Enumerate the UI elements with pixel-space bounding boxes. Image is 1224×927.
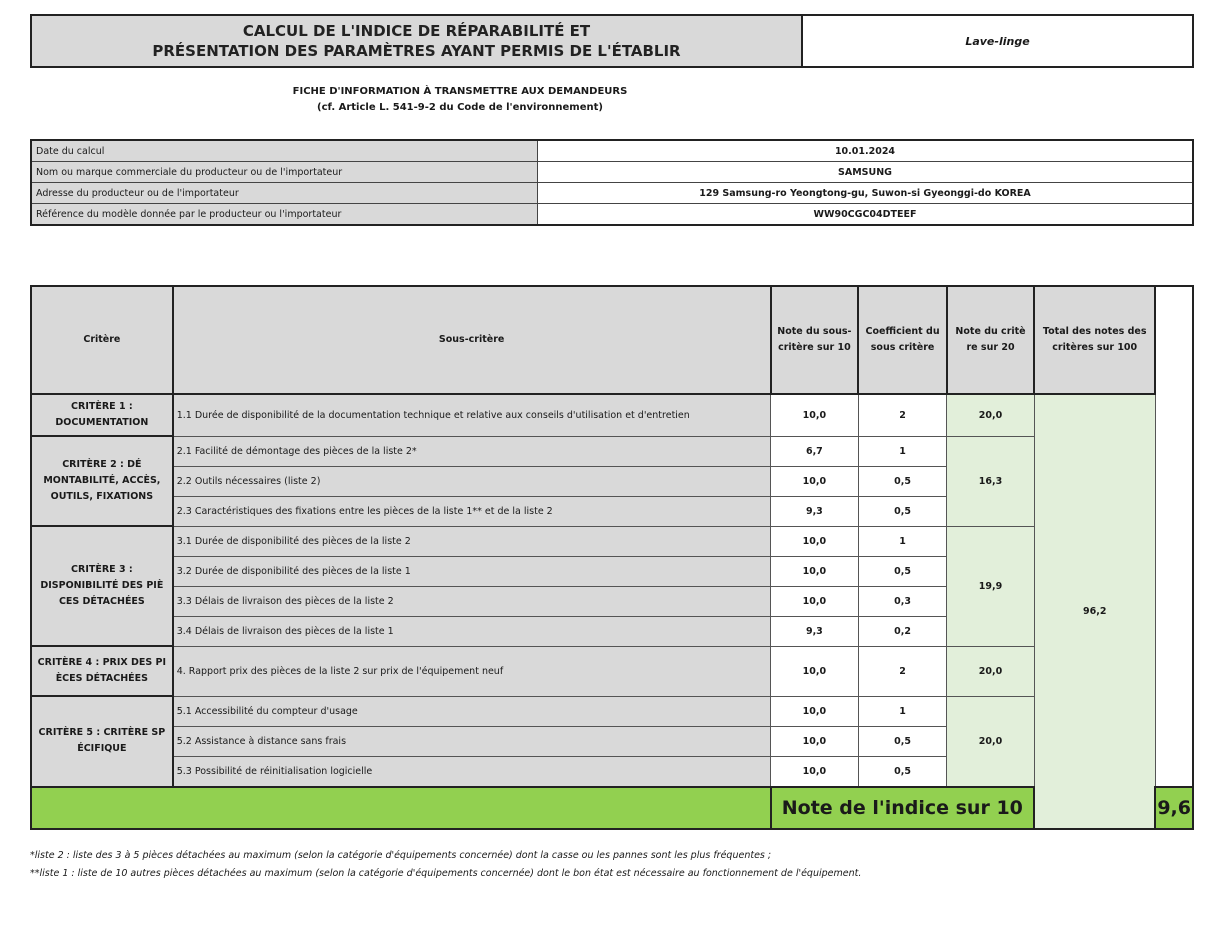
sub-criterion-coefficient: 0,5 xyxy=(858,466,947,496)
sub-criterion-coefficient: 0,2 xyxy=(858,616,947,646)
sub-criterion-coefficient: 0,5 xyxy=(858,756,947,787)
header-note-critere: Note du critè re sur 20 xyxy=(947,286,1034,394)
sub-criterion-note: 10,0 xyxy=(771,696,859,726)
info-row xyxy=(31,140,1193,162)
header-note-sous-critere: Note du sous-critère sur 10 xyxy=(771,286,859,394)
table-row xyxy=(31,436,1193,466)
criterion-note: 20,0 xyxy=(947,696,1034,787)
sub-criterion-coefficient: 1 xyxy=(858,696,947,726)
table-row xyxy=(31,696,1193,726)
sub-criterion-note: 9,3 xyxy=(771,496,859,526)
info-row xyxy=(31,204,1193,226)
sub-criterion-coefficient: 0,3 xyxy=(858,586,947,616)
sub-criterion-note: 6,7 xyxy=(771,436,859,466)
document-header xyxy=(30,14,1194,68)
subtitle xyxy=(180,84,740,116)
sub-criterion-note: 10,0 xyxy=(771,726,859,756)
title-line-2: PRÉSENTATION DES PARAMÈTRES AYANT PERMIS DE L'ÉTABLIR xyxy=(152,42,681,60)
final-score-bar xyxy=(31,787,771,829)
criterion-name: CRITÈRE 2 : DÉ MONTABILITÉ, ACCÈS, OUTILS, FIXATIONS xyxy=(31,436,173,526)
info-value: 10.01.2024 xyxy=(538,140,1194,162)
sub-criterion-label: 3.4 Délais de livraison des pièces de la liste 1 xyxy=(173,616,771,646)
info-value: WW90CGC04DTEEF xyxy=(538,204,1194,226)
info-label: Adresse du producteur ou de l'importateur xyxy=(31,183,538,204)
sub-criterion-label: 2.1 Facilité de démontage des pièces de la liste 2* xyxy=(173,436,771,466)
sub-criterion-note: 10,0 xyxy=(771,586,859,616)
total-notes-value: 96,2 xyxy=(1034,394,1155,829)
sub-criterion-coefficient: 0,5 xyxy=(858,496,947,526)
criterion-name: CRITÈRE 1 : DOCUMENTATION xyxy=(31,394,173,436)
criterion-note: 20,0 xyxy=(947,394,1034,436)
info-label: Nom ou marque commerciale du producteur ou de l'importateur xyxy=(31,162,538,183)
sub-criterion-coefficient: 2 xyxy=(858,394,947,436)
sub-criterion-coefficient: 1 xyxy=(858,436,947,466)
table-row xyxy=(31,646,1193,696)
header-critere: Critère xyxy=(31,286,173,394)
sub-criterion-label: 2.2 Outils nécessaires (liste 2) xyxy=(173,466,771,496)
title-line-1: CALCUL DE L'INDICE DE RÉPARABILITÉ ET xyxy=(242,22,591,40)
info-row xyxy=(31,183,1193,204)
sub-criterion-label: 2.3 Caractéristiques des fixations entre les pièces de la liste 1** et de la liste 2 xyxy=(173,496,771,526)
subtitle-line-2: (cf. Article L. 541-9-2 du Code de l'environnement) xyxy=(317,102,603,113)
criterion-name: CRITÈRE 5 : CRITÈRE SP ÉCIFIQUE xyxy=(31,696,173,787)
info-label: Date du calcul xyxy=(31,140,538,162)
header-total: Total des notes des critères sur 100 xyxy=(1034,286,1155,394)
table-row xyxy=(31,394,1193,436)
sub-criterion-coefficient: 1 xyxy=(858,526,947,556)
footnote-liste-1: **liste 1 : liste de 10 autres pièces détachées au maximum (selon la catégorie d'équipements concernée) dont le bon état est nécessaire au fonctionnement de l'équipement. xyxy=(30,868,862,879)
final-score-value: 9,6 xyxy=(1155,787,1193,829)
footnote-liste-2: *liste 2 : liste des 3 à 5 pièces détachées au maximum (selon la catégorie d'équipements concernée) dont la casse ou les pannes sont les plus fréquentes ; xyxy=(30,850,772,861)
sub-criterion-note: 10,0 xyxy=(771,526,859,556)
info-value: SAMSUNG xyxy=(538,162,1194,183)
info-label: Référence du modèle donnée par le producteur ou l'importateur xyxy=(31,204,538,226)
criterion-name: CRITÈRE 4 : PRIX DES PI ÈCES DÉTACHÉES xyxy=(31,646,173,696)
info-table xyxy=(30,139,1194,226)
sub-criterion-label: 5.2 Assistance à distance sans frais xyxy=(173,726,771,756)
sub-criterion-note: 10,0 xyxy=(771,556,859,586)
sub-criterion-label: 1.1 Durée de disponibilité de la documentation technique et relative aux conseils d'utilisation et d'entretien xyxy=(173,394,771,436)
criterion-note: 20,0 xyxy=(947,646,1034,696)
sub-criterion-note: 10,0 xyxy=(771,466,859,496)
subtitle-line-1: FICHE D'INFORMATION À TRANSMETTRE AUX DEMANDEURS xyxy=(292,86,628,97)
sub-criterion-label: 3.3 Délais de livraison des pièces de la liste 2 xyxy=(173,586,771,616)
final-score-label: Note de l'indice sur 10 xyxy=(771,787,1035,829)
document-title xyxy=(31,15,802,67)
sub-criterion-note: 9,3 xyxy=(771,616,859,646)
sub-criterion-label: 5.3 Possibilité de réinitialisation logicielle xyxy=(173,756,771,787)
sub-criterion-label: 3.1 Durée de disponibilité des pièces de la liste 2 xyxy=(173,526,771,556)
score-header-row xyxy=(31,286,1193,394)
header-sous-critere: Sous-critère xyxy=(173,286,771,394)
sub-criterion-note: 10,0 xyxy=(771,756,859,787)
score-table xyxy=(30,285,1194,830)
final-score-row xyxy=(31,787,1193,829)
sub-criterion-label: 3.2 Durée de disponibilité des pièces de la liste 1 xyxy=(173,556,771,586)
sub-criterion-note: 10,0 xyxy=(771,394,859,436)
sub-criterion-note: 10,0 xyxy=(771,646,859,696)
sub-criterion-coefficient: 0,5 xyxy=(858,726,947,756)
sub-criterion-coefficient: 2 xyxy=(858,646,947,696)
sub-criterion-coefficient: 0,5 xyxy=(858,556,947,586)
criterion-note: 19,9 xyxy=(947,526,1034,646)
footnotes xyxy=(30,847,1200,883)
criterion-note: 16,3 xyxy=(947,436,1034,526)
criterion-name: CRITÈRE 3 : DISPONIBILITÉ DES PIÈ CES DÉTACHÉES xyxy=(31,526,173,646)
sub-criterion-label: 4. Rapport prix des pièces de la liste 2 sur prix de l'équipement neuf xyxy=(173,646,771,696)
sub-criterion-label: 5.1 Accessibilité du compteur d'usage xyxy=(173,696,771,726)
table-row xyxy=(31,526,1193,556)
product-type: Lave-linge xyxy=(802,15,1193,67)
info-row xyxy=(31,162,1193,183)
header-coefficient: Coefficient du sous critère xyxy=(858,286,947,394)
info-value: 129 Samsung-ro Yeongtong-gu, Suwon-si Gyeonggi-do KOREA xyxy=(538,183,1194,204)
